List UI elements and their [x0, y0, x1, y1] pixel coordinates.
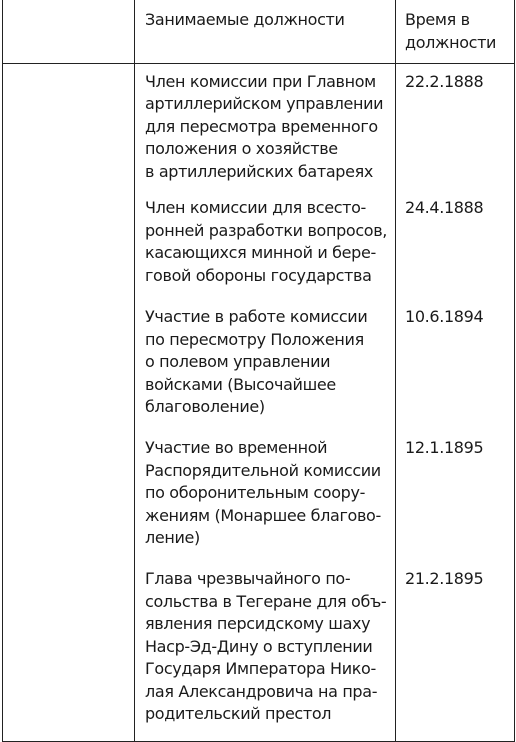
blank-cell: [3, 437, 135, 568]
blank-cell: [3, 63, 135, 197]
date-cell: 22.2.1888: [396, 63, 515, 197]
table-row: [3, 437, 515, 568]
table-row: [3, 306, 515, 437]
position-cell: Член комиссии для всесто- ронней разработки вопросов, касающихся минной и бере- говой обороны государства: [135, 197, 396, 306]
date-cell: 24.4.1888: [396, 197, 515, 306]
header-row: [3, 0, 515, 63]
table-body: [3, 63, 515, 741]
time-column-header: Время в должности: [396, 0, 515, 63]
table-header: [3, 0, 515, 63]
blank-cell: [3, 197, 135, 306]
date-cell: 12.1.1895: [396, 437, 515, 568]
table-row: [3, 197, 515, 306]
blank-cell: [3, 306, 135, 437]
table-row: [3, 568, 515, 741]
position-cell: Участие в работе комиссии по пересмотру Положения о полевом управлении войсками (Высочайшее благоволение): [135, 306, 396, 437]
date-cell: 10.6.1894: [396, 306, 515, 437]
position-cell: Член комиссии при Главном артиллерийском управлении для пересмотра временного положения о хозяйстве в артиллерийских батареях: [135, 63, 396, 197]
position-cell: Глава чрезвычайного по- сольства в Тегеране для объ- явления персидскому шаху Наср-Эд-Дину о вступлении Государя Императора Нико- лая Александровича на пра- родительский престол: [135, 568, 396, 741]
blank-cell: [3, 568, 135, 741]
table-row: [3, 63, 515, 197]
positions-table: [2, 0, 515, 742]
position-cell: Участие во временной Распорядительной комиссии по оборонительным соору- жениям (Монаршее благово- ление): [135, 437, 396, 568]
date-cell: 21.2.1895: [396, 568, 515, 741]
blank-header-cell: [3, 0, 135, 63]
positions-column-header: Занимаемые должности: [135, 0, 396, 63]
